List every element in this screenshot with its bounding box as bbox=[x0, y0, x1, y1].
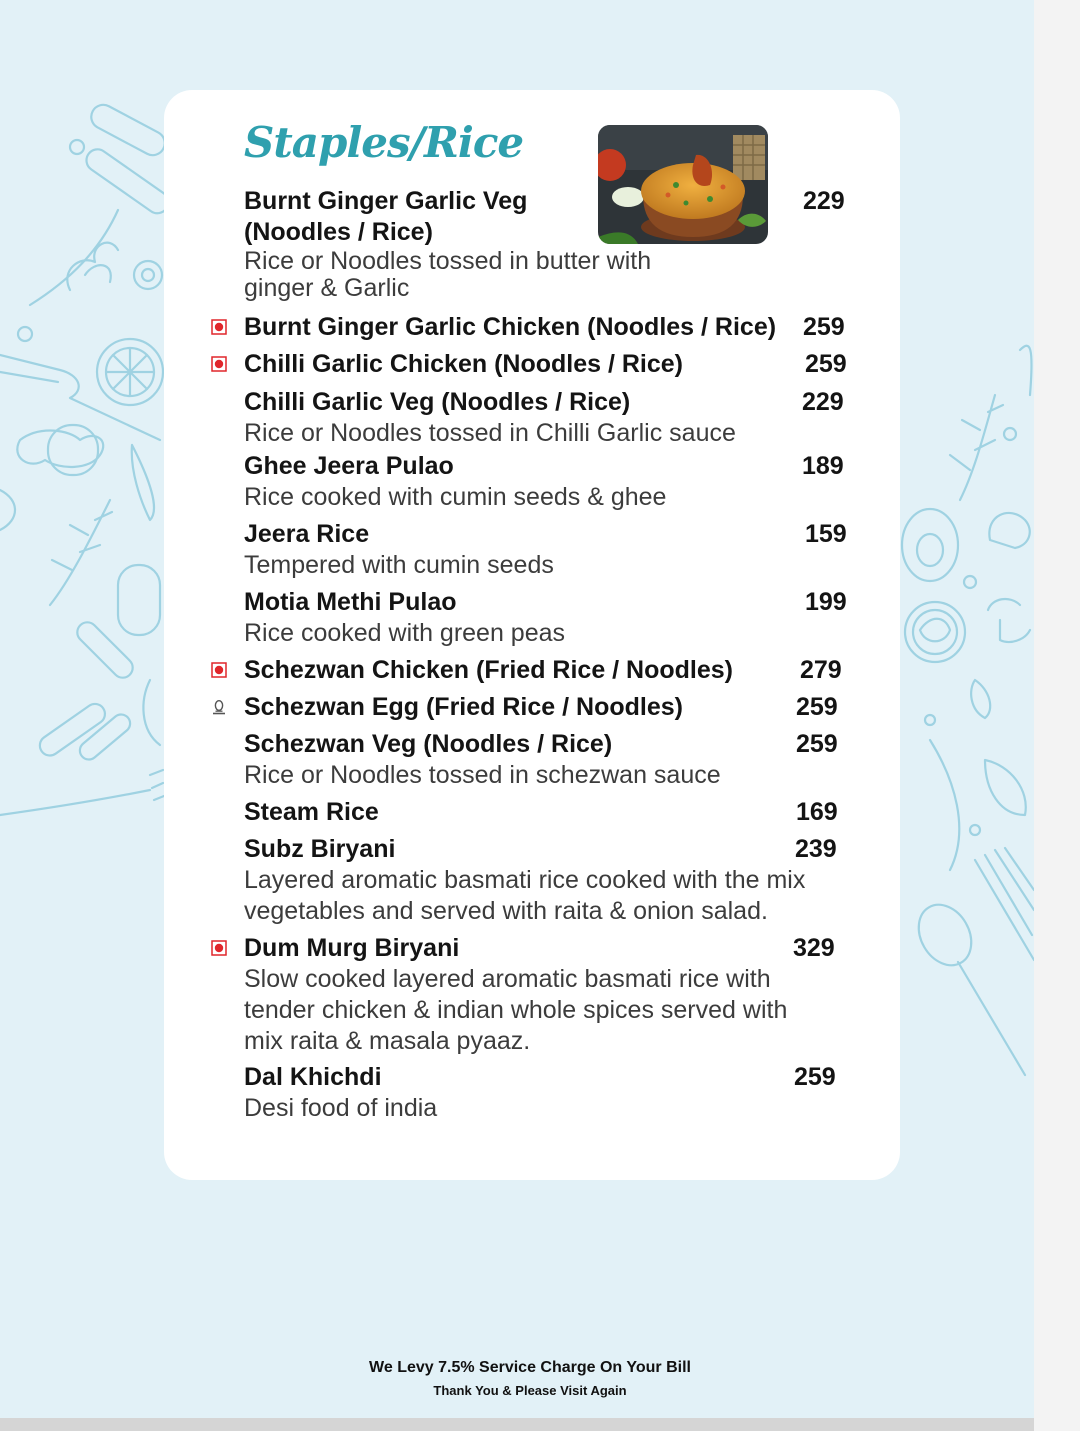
page-edge-bottom bbox=[0, 1418, 1034, 1431]
item-name: Schezwan Veg (Noodles / Rice) bbox=[244, 730, 613, 758]
item-price: 199 bbox=[805, 588, 847, 616]
item-price: 229 bbox=[803, 187, 845, 215]
item-description: Slow cooked layered aromatic basmati rice with tender chicken & indian whole spices served with mix raita & masala pyaaz. bbox=[244, 965, 788, 1055]
item-name: Burnt Ginger Garlic Chicken (Noodles / Rice) bbox=[244, 313, 777, 341]
item-description: Rice cooked with green peas bbox=[244, 619, 566, 647]
item-description: Tempered with cumin seeds bbox=[244, 551, 554, 579]
menu-item bbox=[244, 387, 864, 449]
item-name: Ghee Jeera Pulao bbox=[244, 452, 454, 480]
menu-item bbox=[244, 1062, 864, 1124]
item-price: 229 bbox=[802, 388, 844, 416]
egg-marker-icon bbox=[211, 699, 227, 715]
item-price: 169 bbox=[796, 798, 838, 826]
item-price: 159 bbox=[805, 520, 847, 548]
menu-item bbox=[244, 834, 864, 927]
page-edge-right bbox=[1034, 0, 1080, 1431]
item-price: 259 bbox=[803, 313, 845, 341]
non-veg-marker-icon bbox=[211, 662, 227, 678]
item-name: Chilli Garlic Chicken (Noodles / Rice) bbox=[244, 350, 683, 378]
item-price: 259 bbox=[794, 1063, 836, 1091]
menu-item bbox=[244, 729, 864, 791]
item-name: Schezwan Egg (Fried Rice / Noodles) bbox=[244, 693, 683, 721]
item-price: 259 bbox=[805, 350, 847, 378]
menu-item bbox=[244, 519, 864, 581]
menu-items-list bbox=[164, 90, 900, 1180]
item-name: Motia Methi Pulao bbox=[244, 588, 457, 616]
item-name: Dum Murg Biryani bbox=[244, 934, 460, 962]
menu-card bbox=[164, 90, 900, 1180]
menu-item bbox=[244, 655, 864, 686]
item-name: Burnt Ginger Garlic Veg (Noodles / Rice) bbox=[244, 187, 528, 246]
item-price: 329 bbox=[793, 934, 835, 962]
menu-item bbox=[244, 186, 864, 302]
menu-item bbox=[244, 451, 864, 513]
menu-item bbox=[244, 587, 864, 649]
item-price: 259 bbox=[796, 693, 838, 721]
item-name: Jeera Rice bbox=[244, 520, 370, 548]
menu-item bbox=[244, 933, 864, 1057]
item-name: Chilli Garlic Veg (Noodles / Rice) bbox=[244, 388, 631, 416]
menu-item bbox=[244, 349, 864, 380]
item-description: Rice or Noodles tossed in Chilli Garlic sauce bbox=[244, 419, 736, 447]
item-name: Dal Khichdi bbox=[244, 1063, 382, 1091]
item-price: 239 bbox=[795, 835, 837, 863]
item-description: Rice cooked with cumin seeds & ghee bbox=[244, 483, 667, 511]
non-veg-marker-icon bbox=[211, 319, 227, 335]
menu-item bbox=[244, 692, 864, 723]
item-name: Schezwan Chicken (Fried Rice / Noodles) bbox=[244, 656, 734, 684]
non-veg-marker-icon bbox=[211, 940, 227, 956]
item-price: 189 bbox=[802, 452, 844, 480]
section-title: Staples/Rice bbox=[244, 118, 524, 167]
item-description: Desi food of india bbox=[244, 1094, 438, 1122]
item-name: Subz Biryani bbox=[244, 835, 396, 863]
non-veg-marker-icon bbox=[211, 356, 227, 372]
thank-you-note: Thank You & Please Visit Again bbox=[433, 1383, 627, 1398]
item-description: Rice or Noodles tossed in butter with ginger & Garlic bbox=[244, 247, 652, 302]
menu-item bbox=[244, 312, 864, 343]
item-price: 259 bbox=[796, 730, 838, 758]
item-name: Steam Rice bbox=[244, 798, 379, 826]
item-description: Rice or Noodles tossed in schezwan sauce bbox=[244, 761, 721, 789]
item-description: Layered aromatic basmati rice cooked with the mix vegetables and served with raita & onion salad. bbox=[244, 866, 806, 925]
menu-item bbox=[244, 797, 864, 828]
item-price: 279 bbox=[800, 656, 842, 684]
service-charge-note: We Levy 7.5% Service Charge On Your Bill bbox=[369, 1359, 691, 1376]
